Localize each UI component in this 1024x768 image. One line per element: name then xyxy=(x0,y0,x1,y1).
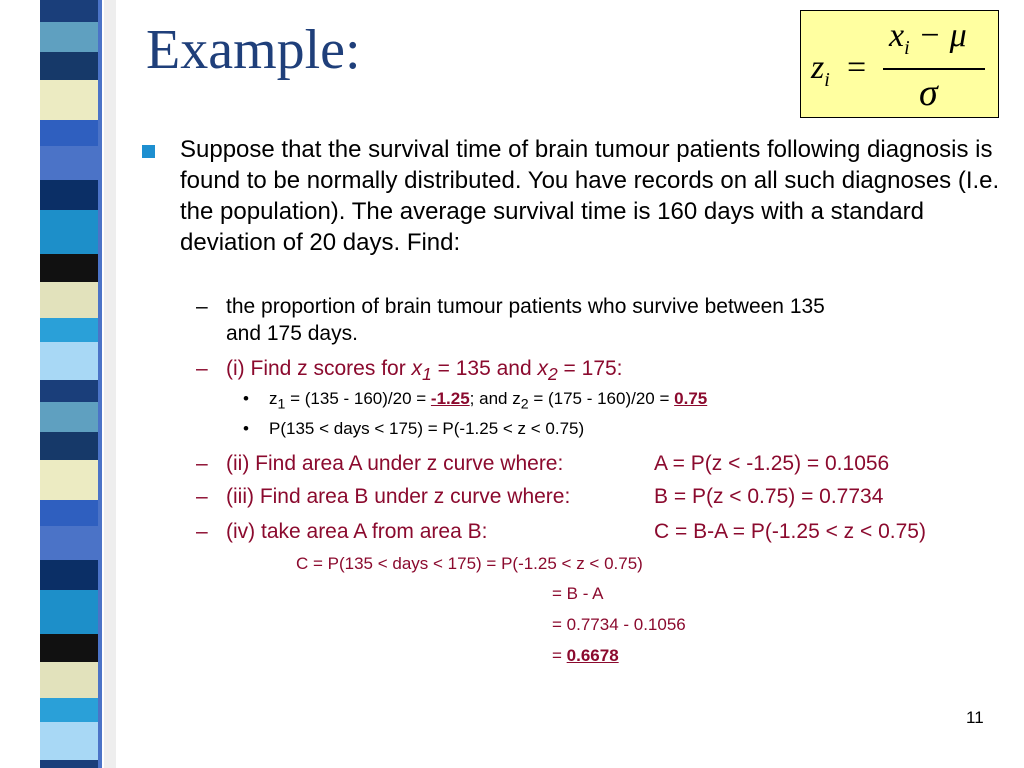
step4-label: (iv) take area A from area B: xyxy=(226,520,488,543)
calc-line-1: C = P(135 < days < 175) = P(-1.25 < z < 0.75) xyxy=(296,554,643,573)
step3-label: (iii) Find area B under z curve where: xyxy=(226,485,571,508)
formula-equals: = xyxy=(847,49,867,86)
z-score-formula-box xyxy=(800,10,999,118)
step1-text: (i) Find z scores for $x_1 = 135$ and $x_2 = 175$: xyxy=(226,357,623,385)
formula-denominator: σ xyxy=(919,72,938,114)
proportion-text: the proportion of brain tumour patients who survive between 135 and 175 days. xyxy=(226,295,825,345)
final-answer: 0.6678 xyxy=(566,646,619,665)
formula-fraction-bar xyxy=(883,68,985,70)
main-bullet-text: Suppose that the survival time of brain tumour patients following diagnosis is found to be normally distributed. You have records on all such diagnoses (I.e. the population). The average survival time is 160 days with a standard deviation of 20 days. Find: xyxy=(180,136,1000,256)
probability-text: P(135 < days < 175) = P(-1.25 < z < 0.75) xyxy=(269,419,585,438)
formula-z-i: $z_i$ xyxy=(811,49,830,91)
step2-value: A = P(z < -1.25) = 0.1056 xyxy=(654,452,890,475)
step3-value: B = P(z < 0.75) = 0.7734 xyxy=(654,485,884,508)
square-bullet-icon xyxy=(142,145,155,158)
page-number: 11 xyxy=(966,708,984,727)
formula-numerator: $x_i - \mu$ xyxy=(889,17,967,59)
z-scores-text: $z_1 = (135 - 160)/20 = -1.25$; and $z_2 = (175 - 160)/20 = 0.75$ xyxy=(269,389,708,413)
step2-label: (ii) Find area A under z curve where: xyxy=(226,452,564,475)
calc-line-2: = B - A xyxy=(552,584,604,603)
decorative-side-stripe xyxy=(0,0,120,768)
slide-title: Example: xyxy=(146,19,361,81)
calc-line-4: = 0.6678 xyxy=(552,646,619,665)
calc-line-3: = 0.7734 - 0.1056 xyxy=(552,615,686,634)
step4-value: C = B-A = P(-1.25 < z < 0.75) xyxy=(654,520,926,543)
